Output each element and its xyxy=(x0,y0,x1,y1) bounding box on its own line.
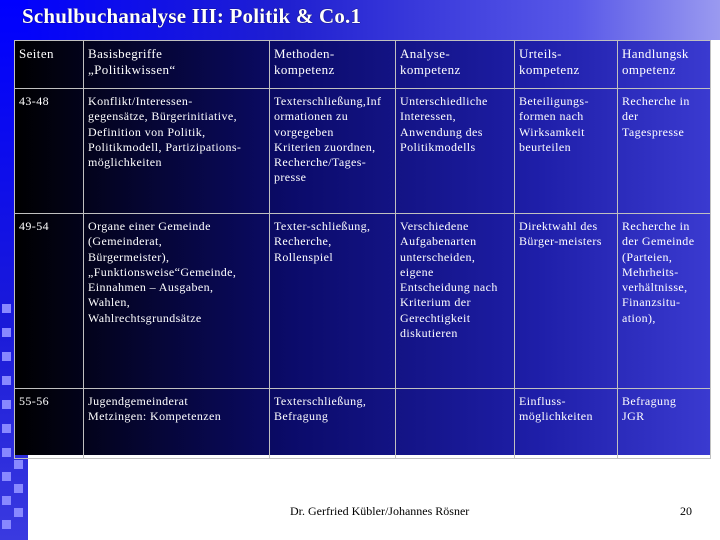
cell-text-line: beurteilen xyxy=(519,139,571,154)
cell-text-line: Einfluss- xyxy=(519,394,566,408)
cell-pages xyxy=(15,214,84,389)
cell-text-line: Wirksamkeit xyxy=(519,124,585,139)
cell-text-line: ompetenz xyxy=(622,62,676,77)
cell-text-line: Recherche in xyxy=(622,219,690,233)
cell-text-line: verhältnisse, xyxy=(622,280,688,295)
cell-analysis-competence xyxy=(396,214,515,389)
decorative-square xyxy=(2,352,11,361)
decorative-square xyxy=(2,400,11,409)
cell-judgment-competence xyxy=(515,41,618,89)
cell-text-line: Seiten xyxy=(19,46,54,61)
cell-text-line: Finanzsitu- xyxy=(622,295,681,310)
cell-action-competence xyxy=(618,41,711,89)
cell-text-line: (Parteien, xyxy=(622,249,673,264)
cell-text-line: Mehrheits- xyxy=(622,264,679,279)
cell-judgment-competence xyxy=(515,89,618,214)
cell-text-line: Definition von Politik, xyxy=(88,124,206,139)
cell-action-competence xyxy=(618,389,711,459)
decorative-square xyxy=(2,376,11,385)
cell-text-line: Kriterium der xyxy=(400,295,471,310)
cell-action-competence xyxy=(618,89,711,214)
cell-analysis-competence xyxy=(396,41,515,89)
cell-text-line: Befragung xyxy=(274,409,329,424)
table-row xyxy=(15,389,711,459)
cell-text-line: 55-56 xyxy=(19,394,49,408)
cell-text-line: Rollenspiel xyxy=(274,249,334,264)
cell-text-line: Politikmodell, Partizipations- xyxy=(88,139,242,154)
cell-text-line: Anwendung des xyxy=(400,124,483,139)
cell-text-line: Direktwahl des xyxy=(519,219,598,233)
cell-text-line: „Funktionsweise“Gemeinde, xyxy=(88,264,237,279)
slide-title: Schulbuchanalyse III: Politik & Co.1 xyxy=(22,4,362,28)
table-row xyxy=(15,214,711,389)
cell-text-line: der Gemeinde xyxy=(622,234,695,249)
cell-text-line: Tagespresse xyxy=(622,124,685,139)
cell-text-line: Politikmodells xyxy=(400,139,476,154)
cell-text-line: Methoden- xyxy=(274,46,335,61)
footer-author: Dr. Gerfried Kübler/Johannes Rösner xyxy=(290,504,470,518)
cell-text-line: Urteils- xyxy=(519,46,562,61)
decorative-square xyxy=(14,460,23,469)
cell-text-line: unterscheiden, xyxy=(400,249,476,264)
table-row xyxy=(15,89,711,214)
cell-action-competence xyxy=(618,214,711,389)
decorative-square xyxy=(2,472,11,481)
cell-text-line: ormationen zu xyxy=(274,109,349,124)
cell-text-line: Recherche in xyxy=(622,94,690,108)
page-number: 20 xyxy=(680,504,692,518)
cell-text-line: 43-48 xyxy=(19,94,49,108)
cell-text-line: Konflikt/Interessen- xyxy=(88,94,193,108)
cell-text-line: Wahlen, xyxy=(88,295,131,310)
cell-pages xyxy=(15,89,84,214)
cell-text-line: Texterschließung, xyxy=(274,394,367,408)
cell-text-line: Wahlrechtsgrundsätze xyxy=(88,310,202,325)
cell-text-line: eigene xyxy=(400,264,434,279)
cell-text-line: Metzingen: Kompetenzen xyxy=(88,409,222,424)
cell-text-line: 49-54 xyxy=(19,219,49,233)
cell-text-line: möglichkeiten xyxy=(519,409,593,424)
cell-text-line: JGR xyxy=(622,409,645,424)
cell-text-line: kompetenz xyxy=(519,62,580,77)
cell-text-line: diskutieren xyxy=(400,326,458,341)
decorative-square xyxy=(14,484,23,493)
cell-text-line: Kriterien zuordnen, xyxy=(274,139,376,154)
decorative-square xyxy=(2,448,11,457)
cell-text-line: Organe einer Gemeinde xyxy=(88,219,211,233)
cell-basic-terms xyxy=(84,214,270,389)
cell-text-line: Bürgermeister), xyxy=(88,249,170,264)
competence-table-area xyxy=(14,40,710,455)
cell-text-line: Interessen, xyxy=(400,109,457,124)
cell-text-line: Handlungsk xyxy=(622,46,689,61)
cell-pages xyxy=(15,389,84,459)
cell-method-competence xyxy=(270,389,396,459)
footer xyxy=(0,500,720,530)
cell-text-line: kompetenz xyxy=(400,62,461,77)
cell-analysis-competence xyxy=(396,389,515,459)
cell-basic-terms xyxy=(84,389,270,459)
cell-method-competence xyxy=(270,214,396,389)
cell-text-line: Aufgabenarten xyxy=(400,234,477,249)
cell-text-line: ation), xyxy=(622,310,656,325)
cell-text-line: Unterschiedliche xyxy=(400,94,488,108)
cell-text-line: der xyxy=(622,109,639,124)
cell-method-competence xyxy=(270,41,396,89)
competence-table xyxy=(14,40,711,459)
cell-text-line: Einnahmen – Ausgaben, xyxy=(88,280,214,295)
cell-text-line: Befragung xyxy=(622,394,677,408)
cell-text-line: „Politikwissen“ xyxy=(88,62,176,77)
cell-text-line: Verschiedene xyxy=(400,219,469,233)
cell-text-line: Texterschließung,Inf xyxy=(274,94,382,108)
cell-text-line: Beteiligungs- xyxy=(519,94,589,108)
table-header-row xyxy=(15,41,711,89)
cell-text-line: vorgegeben xyxy=(274,124,334,139)
cell-text-line: formen nach xyxy=(519,109,584,124)
cell-text-line: presse xyxy=(274,170,307,185)
cell-judgment-competence xyxy=(515,214,618,389)
cell-text-line: (Gemeinderat, xyxy=(88,234,163,249)
cell-text-line: Basisbegriffe xyxy=(88,46,163,61)
cell-text-line: kompetenz xyxy=(274,62,335,77)
cell-text-line: Jugendgemeinderat xyxy=(88,394,189,408)
cell-text-line: Recherche/Tages- xyxy=(274,155,367,170)
cell-text-line: gegensätze, Bürgerinitiative, xyxy=(88,109,237,124)
cell-method-competence xyxy=(270,89,396,214)
cell-text-line: Texter-schließung, xyxy=(274,219,371,233)
cell-text-line: Entscheidung nach xyxy=(400,280,498,295)
cell-text-line: möglichkeiten xyxy=(88,155,162,170)
decorative-square xyxy=(2,328,11,337)
decorative-square xyxy=(2,424,11,433)
cell-basic-terms xyxy=(84,41,270,89)
cell-text-line: Recherche, xyxy=(274,234,332,249)
cell-text-line: Bürger-meisters xyxy=(519,234,602,249)
cell-text-line: Gerechtigkeit xyxy=(400,310,471,325)
cell-pages xyxy=(15,41,84,89)
cell-text-line: Analyse- xyxy=(400,46,451,61)
cell-analysis-competence xyxy=(396,89,515,214)
cell-judgment-competence xyxy=(515,389,618,459)
decorative-square xyxy=(2,304,11,313)
cell-basic-terms xyxy=(84,89,270,214)
